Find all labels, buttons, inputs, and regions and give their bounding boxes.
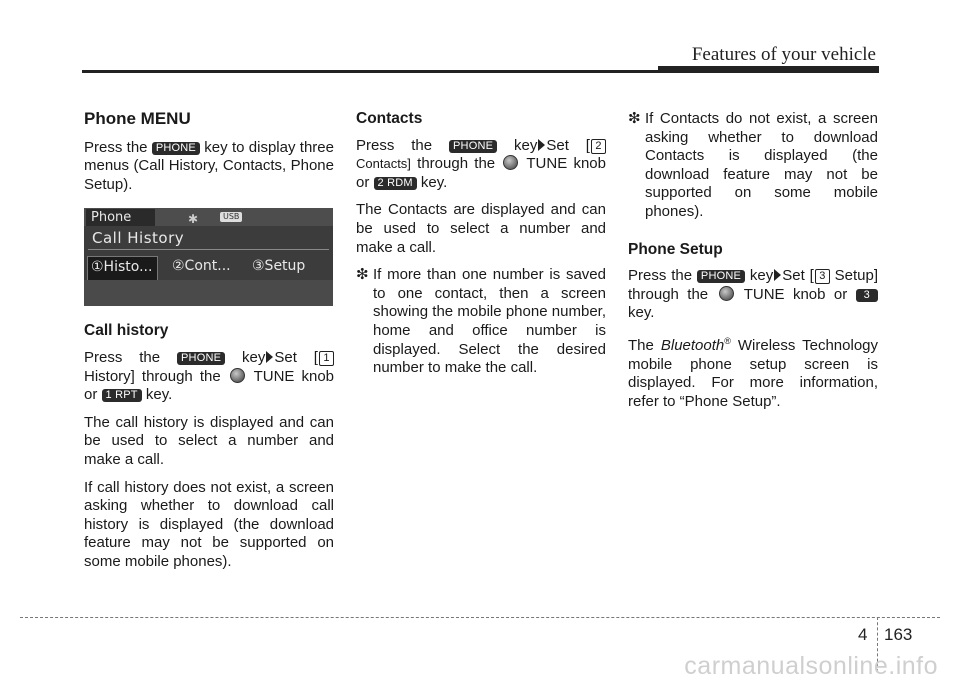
paragraph-phone-setup-steps xyxy=(628,267,878,323)
bluetooth-icon: ✱ xyxy=(188,212,199,227)
number-3-icon: 3 xyxy=(815,269,830,284)
text: Wireless Technology mobile phone setup screen is displayed. For more information, refer to “Phone Setup”. xyxy=(628,336,878,410)
rpt-key-icon: 1 RPT xyxy=(102,389,142,402)
paragraph-call-history-none: If call history does not exist, a screen asking whether to download call history is displayed (the download feature may not be supported on some mobile phones). xyxy=(84,478,334,570)
arrow-right-icon xyxy=(266,351,273,363)
text: Contacts] xyxy=(356,156,411,172)
text: Set [ xyxy=(782,267,814,285)
text: TUNE knob or xyxy=(356,155,606,191)
text: Press the xyxy=(84,348,161,366)
text: key. xyxy=(420,173,448,191)
header-title: Features of your vehicle xyxy=(691,44,876,65)
screen-divider xyxy=(88,249,329,250)
text: through the xyxy=(417,155,496,173)
note-no-contacts xyxy=(628,110,878,222)
screen-bottom xyxy=(84,280,333,306)
column-3 xyxy=(628,110,878,420)
paragraph-phone-setup-desc xyxy=(628,332,878,411)
page-number: 163 xyxy=(884,625,913,644)
column-2 xyxy=(356,110,606,387)
note-icon: ❇ xyxy=(356,266,369,284)
phone-key-icon: PHONE xyxy=(449,140,497,153)
screen-tab: Phone xyxy=(86,209,155,226)
text: TUNE knob or xyxy=(743,285,848,303)
bluetooth-text: Bluetooth xyxy=(660,336,725,354)
subheading-phone-setup: Phone Setup xyxy=(628,240,723,258)
arrow-right-icon xyxy=(538,139,545,151)
text: key to display three menus (Call History, Contacts, Phone Setup). xyxy=(84,138,334,193)
key-3-icon: 3 xyxy=(856,289,878,302)
text: Set [ xyxy=(546,136,590,154)
registered-mark: ® xyxy=(724,335,731,346)
paragraph-phone-menu xyxy=(84,139,334,195)
text: History] through the xyxy=(84,367,221,385)
phone-key-icon: PHONE xyxy=(177,352,225,365)
text: TUNE knob or xyxy=(84,367,335,404)
text: Press the xyxy=(356,136,433,154)
watermark: carmanualsonline.info xyxy=(684,652,938,680)
text: Set [ xyxy=(274,348,318,366)
text: If Contacts do not exist, a screen asking whether to download Contacts is displayed (the download feature may not be supported on some mobile phones). xyxy=(645,110,878,220)
screen-menu-setup: ③Setup xyxy=(252,258,306,275)
header-rule-accent xyxy=(658,66,879,73)
paragraph-call-history-desc: The call history is displayed and can be used to select a number and make a call. xyxy=(84,413,334,468)
note-multiple-numbers xyxy=(356,266,606,378)
text: key xyxy=(242,348,266,366)
text: If more than one number is saved to one contact, then a screen showing the mobile phone number, home and office number is displayed. Select the desired number to make the call. xyxy=(373,266,606,377)
footer-divider xyxy=(20,617,940,618)
screen-menu-contacts: ②Cont... xyxy=(172,258,231,275)
paragraph-call-history-steps xyxy=(84,349,334,405)
screen-menu-history: ①Histo... xyxy=(87,256,158,281)
phone-key-icon: PHONE xyxy=(697,270,745,283)
paragraph-contacts-desc: The Contacts are displayed and can be used to select a number and make a call. xyxy=(356,201,606,256)
tune-knob-icon xyxy=(503,155,518,170)
arrow-right-icon xyxy=(774,269,781,281)
phone-menu-screen xyxy=(84,208,333,306)
text: key xyxy=(514,136,538,154)
rdm-key-icon: 2 RDM xyxy=(374,177,417,190)
subheading-call-history: Call history xyxy=(84,322,169,340)
text: The xyxy=(628,336,654,354)
subheading-contacts: Contacts xyxy=(356,110,423,127)
paragraph-contacts-steps xyxy=(356,137,606,193)
screen-title: Call History xyxy=(92,229,185,248)
number-2-icon: 2 xyxy=(591,139,606,154)
text: key xyxy=(749,267,774,285)
text: key. xyxy=(628,304,655,322)
phone-key-icon: PHONE xyxy=(152,142,200,155)
tune-knob-icon xyxy=(719,286,734,301)
text: Press the xyxy=(628,267,693,285)
section-number: 4 xyxy=(858,625,868,644)
tune-knob-icon xyxy=(230,368,245,383)
note-icon: ❇ xyxy=(628,110,641,127)
text: key. xyxy=(145,386,173,404)
number-1-icon: 1 xyxy=(319,351,334,366)
text: Setup] through the xyxy=(628,267,878,303)
section-heading-phone-menu: Phone MENU xyxy=(84,109,191,128)
text: Press the xyxy=(84,138,148,156)
column-1 xyxy=(84,110,334,581)
usb-badge: USB xyxy=(220,212,242,222)
